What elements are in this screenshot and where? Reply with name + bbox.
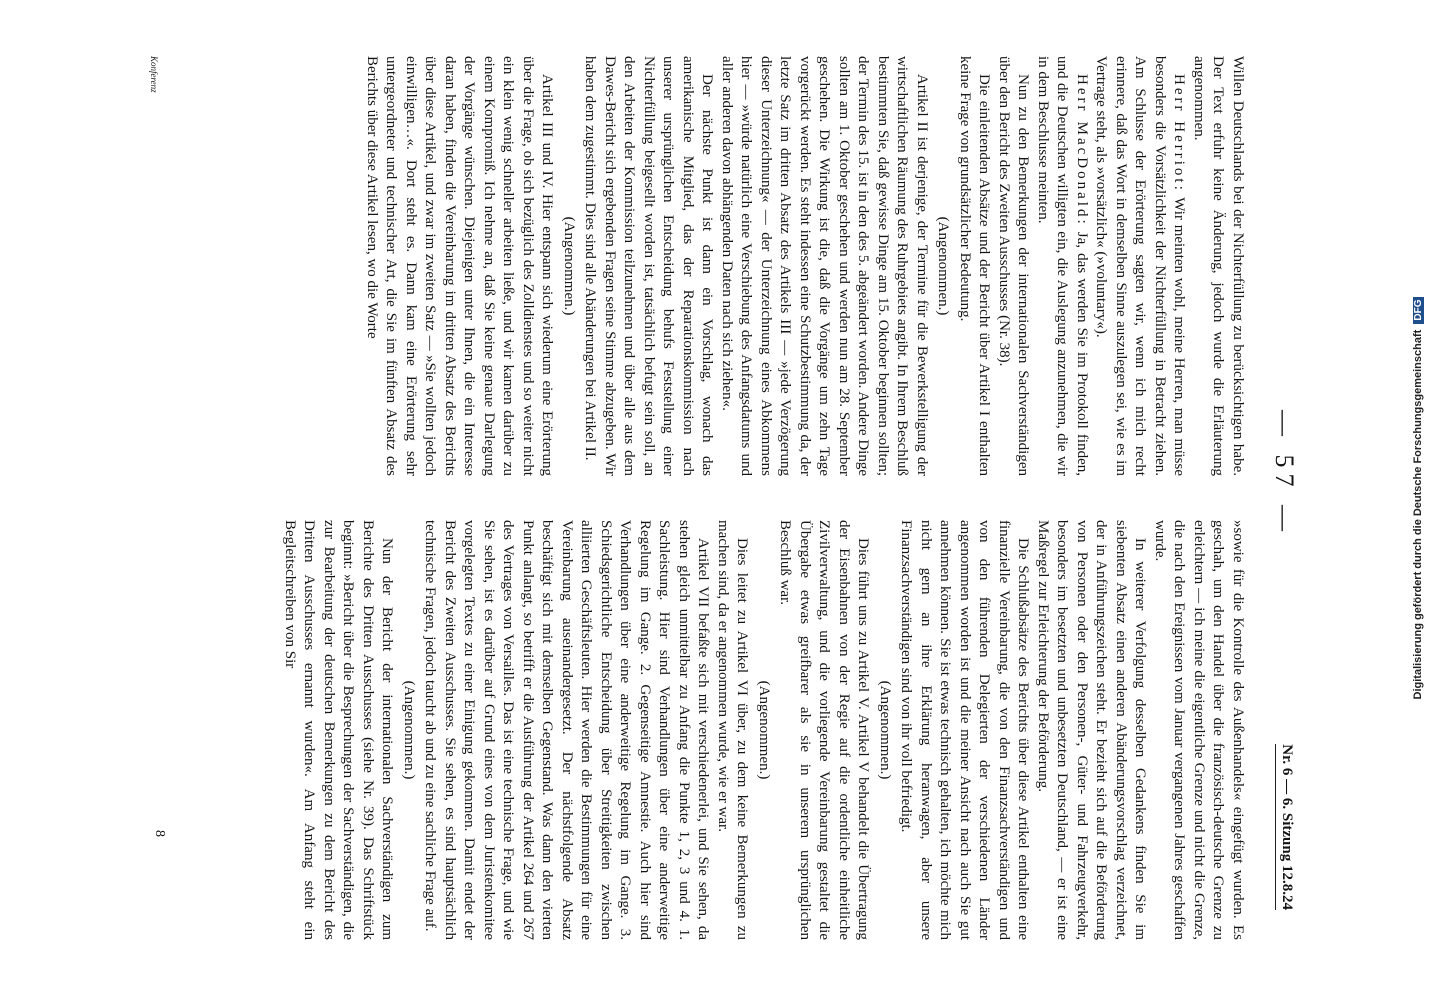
paragraph: »sowie für die Kontrolle des Außenhandels« eingefügt wurden. Es geschah, um den Handel über die französisch-deutsche Grenze zu erleichtern — ich meine die eigentliche Grenze und nicht die Grenze, die nach den Ereignissen vom Januar vergangenen Jahres geschaffen wurde. [1152, 520, 1246, 940]
paragraph: Dies leitet zu Artikel VI über, zu dem keine Bemerkungen zu machen sind, da er angenommen wurde, wie er war. [715, 520, 751, 940]
dfg-logo: DFG [1413, 297, 1424, 324]
paragraph: Die einleitenden Absätze und der Bericht über Artikel I enthalten keine Frage von grundsätzlicher Bedeutung. [957, 56, 993, 476]
paragraph: Artikel II ist derjenige, der Termine für die Bewerkstelligung der wirtschaftlichen Räumung des Ruhrgebiets angibt. In Ihrem Beschluß bestimmten Sie, daß gewisse Dinge am 15. Oktober beginnen sollten; der Termin des 15. ist in den des 5. abgeändert worden. Andere Dinge sollten am 1. Oktober geschehen und werden nun am 28. September geschehen. Die Wirkung ist die, daß die Vorgänge um zehn Tage vorgerückt werden. Es steht indessen eine Schutzbestimmung da, der letzte Satz im dritten Absatz des Artikels III — »jede Verzögerung dieser Unterzeichnung« — der Unterzeichnung eines Abkommens hier — »würde natürlich eine Verschiebung des Anfangsdatums und aller anderen davon abhängenden Daten nach sich ziehen«. [719, 56, 930, 476]
speaker-name: Herr MacDonald: [1074, 74, 1090, 227]
page-header [1251, 50, 1307, 950]
paragraph: Nun zu den Bemerkungen der internationalen Sachverständigen über den Bericht des Zweiten Ausschusses (Nr. 38). [996, 56, 1032, 476]
paragraph: Die Schlußabsätze des Berichts über diese Artikel enthalten eine finanzielle Vereinbarung, die von den Finanzsachverständigen und von den führenden Delegierten der verschiedenen Länder angenommen worden ist und die meiner Ansicht nach auch Sie gut annehmen können. Sie ist etwas technisch gehalten, ich möchte mich nicht gern an ihre Erklärung heranwagen, aber unsere Finanzsachverständigen sind von ihr voll befriedigt. [898, 520, 1032, 940]
page-number: — 57 — [1270, 410, 1299, 537]
footer-note: Konferenz [149, 56, 159, 93]
paragraph: Artikel III und IV. Hier entspann sich wiederum eine Erörterung über die Frage, ob sich bezüglich des Zolldienstes und so weiter nicht ein klein wenig schneller arbeiten ließe, und wir kamen darüber zu einem Kompromiß. Ich nehme an, daß Sie keine genaue Darlegung der Vorgänge wünschen. Diejenigen unter Ihnen, die ein Interesse daran haben, finden die Vereinbarung im dritten Absatz des Berichts über diese Artikel, und zwar im zweiten Satz — »Sie wollten jedoch einwilligen…«. Dort steht es. Dann kam eine Erörterung sehr untergeordneter und technischer Art, die Sie im fünften Absatz des Berichts über diese Artikel lesen, wo die Worte [364, 56, 556, 476]
speech-text: Wir meinten wohl, meine Herren, man müsse besonders die Vorsätzlichkeit der Nichterfüllung in Betracht ziehen. Am Schlusse der Erörterung sagten wir, wenn ich mich recht erinnere, daß das Wort in demselben Sinne auszulegen sei, wie es im Vertrage steht, als »vorsätzlich« (»voluntary«). [1093, 56, 1188, 476]
resolution-note: (Angenommen.) [935, 216, 952, 316]
paragraph: Artikel VII befaßte sich mit verschiedenerlei, und Sie sehen, da stehen gleich unmittelbar zu Anfang die Punkte 1, 2, 3 und 4. 1. Sachleistung. Hier sind Verhandlungen über eine anderweitige Regelung im Gange. 2. Gegenseitige Amnestie. Auch hier sind Verhandlungen über eine anderweitige Regelung im Gange. 3. Schiedsgerichtliche Entscheidung über Streitigkeiten zwischen alliierten Geschäftsleuten. Hier werden die Bestimmungen für eine Vereinbarung auseinandergesetzt. Der nächstfolgende Absatz beschäftigt sich mit demselben Gegenstand. Was dann den vierten Punkt anlangt, so betrifft er die Ausführung der Artikel 264 und 267 des Vertrages von Versailles. Das ist eine technische Frage, und wie Sie sehen, ist es darüber auf Grund eines von dem Juristenkomitee vorgelegten Textes zu einer Einigung gekommen. Damit endet der Bericht des Zweiten Ausschusses. Sie sehen, es sind hauptsächlich technische Fragen, jedoch taucht ab und zu eine sachliche Frage auf. [422, 520, 712, 940]
running-head: Nr. 6 — 6. Sitzung 12.8.24 [1275, 744, 1295, 910]
resolution-note: (Angenommen.) [561, 216, 577, 316]
digitization-credit [1412, 48, 1424, 948]
paragraph: Der nächste Punkt ist dann ein Vorschlag, wonach das amerikanische Mitglied, das der Reparationskommission nach unserer ursprünglichen Entscheidung behufs Feststellung einer Nichterfüllung beigesellt worden ist, tatsächlich befugt sein soll, an den Arbeiten der Kommission teilzunehmen und über alle aus dem Dawes-Bericht sich ergebenden Fragen seine Stimme abzugeben. Wir haben dem zugestimmt. Dies sind alle Abänderungen bei Artikel II. [582, 56, 716, 476]
paragraph: Dies führt uns zu Artikel V. Artikel V behandelt die Übertragung der Eisenbahnen von der Regie auf die ordentliche einheitliche Zivilverwaltung, und die vorliegende Vereinbarung gestaltet die Übergabe etwas greifbarer als sie in unserem ursprünglichen Beschluß war. [777, 520, 872, 940]
paragraph: Willen Deutschlands bei der Nichterfüllung zu berücksichtigen habe. Der Text erfuhr keine Änderung, jedoch wurde die Erläuterung angenommen. [1191, 56, 1246, 476]
resolution-note: (Angenommen.) [877, 680, 893, 780]
speaker-name: Herr Herriot: [1171, 74, 1188, 193]
paragraph: Nun der Bericht der internationalen Sachverständigen zum Berichte des Dritten Ausschusses (siehe Nr. 39). Das Schriftstück beginnt: »Bericht über die Besprechungen der Sachverständigen, die zur Bearbeitung der deutschen Bemerkungen zu dem Bericht des Dritten Ausschusses ernannt wurden«. Am Anfang steht ein Begleitschreiben von Sir [282, 520, 396, 940]
paragraph [1091, 56, 1189, 476]
paragraph: In weiterer Verfolgung desselben Gedankens finden Sie im siebenten Absatz einen anderen Abänderungsvorschlag verzeichnet, der in Anführungszeichen steht. Er bezieht sich auf die Beförderung von Personen oder den Personen-, Güter- und Fahrzeugverkehr, besonders im besetzten und unbesetzten Deutschland, — er ist eine Maßregel zur Erleichterung der Beförderung. [1035, 520, 1149, 940]
right-text-column [147, 520, 1247, 940]
document-page [127, 50, 1307, 950]
left-text-column [147, 56, 1247, 476]
speech-text: Ja, das werden Sie im Protokoll finden, und die Deutschen willigten ein, die Auslegung anzunehmen, die wir in dem Beschlusse meinten. [1035, 56, 1090, 476]
resolution-note: (Angenommen.) [401, 680, 417, 780]
footer-sheet-number: 8 [152, 830, 167, 837]
paragraph [1033, 56, 1092, 476]
credit-text: Digitalisierung gefördert durch die Deutsche Forschungsgemeinschaft [1412, 329, 1424, 700]
resolution-note: (Angenommen.) [756, 680, 772, 780]
